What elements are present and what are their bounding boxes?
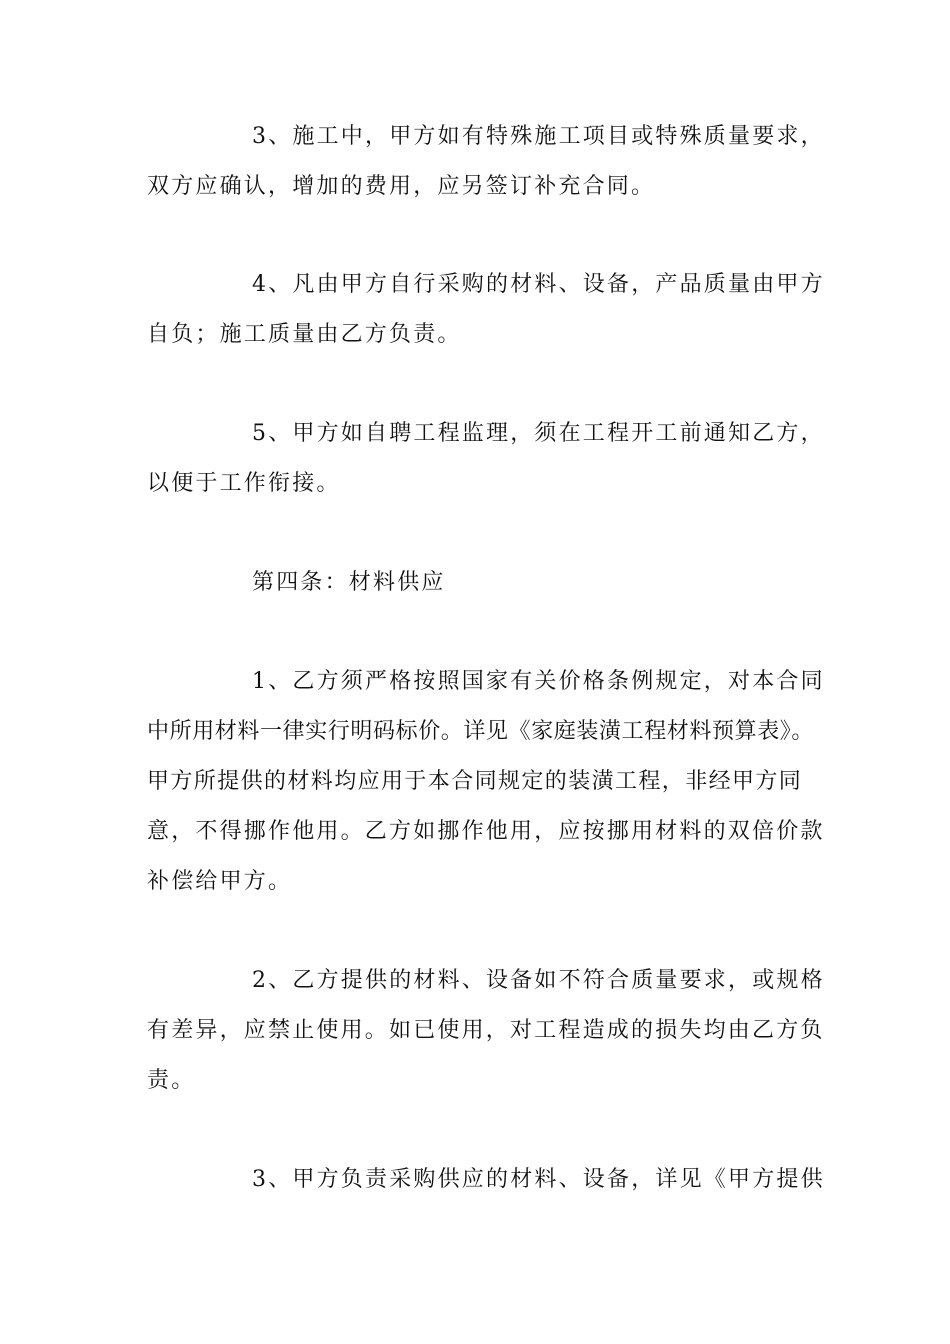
clause-5-line-2: 以便于工作衔接。: [147, 471, 341, 496]
material-clause-1-line-1: 1、乙方须严格按照国家有关价格条例规定，对本合同: [252, 669, 825, 694]
material-clause-2-line-3: 责。: [147, 1068, 196, 1093]
material-clause-1-line-4: 意，不得挪作他用。乙方如挪作他用，应按挪用材料的双倍价款: [147, 819, 825, 844]
material-clause-3-line-1: 3、甲方负责采购供应的材料、设备，详见《甲方提供: [252, 1167, 825, 1192]
article-4-heading: 第四条：材料供应: [252, 570, 446, 595]
clause-4-line-1: 4、凡由甲方自行采购的材料、设备，产品质量由甲方: [252, 272, 825, 297]
clause-3-line-1: 3、施工中，甲方如有特殊施工项目或特殊质量要求，: [252, 124, 825, 149]
clause-4-line-2: 自负；施工质量由乙方负责。: [147, 322, 462, 347]
material-clause-2-line-2: 有差异，应禁止使用。如已使用，对工程造成的损失均由乙方负: [147, 1018, 825, 1043]
material-clause-1-line-3: 甲方所提供的材料均应用于本合同规定的装潢工程，非经甲方同: [147, 769, 803, 794]
clause-5-line-1: 5、甲方如自聘工程监理，须在工程开工前通知乙方，: [252, 421, 825, 446]
clause-3-line-2: 双方应确认，增加的费用，应另签订补充合同。: [147, 174, 656, 199]
material-clause-2-line-1: 2、乙方提供的材料、设备如不符合质量要求，或规格: [252, 968, 825, 993]
material-clause-1-line-5: 补偿给甲方。: [147, 869, 293, 894]
material-clause-1-line-2: 中所用材料一律实行明码标价。详见《家庭装潢工程材料预算表》。: [147, 719, 815, 744]
